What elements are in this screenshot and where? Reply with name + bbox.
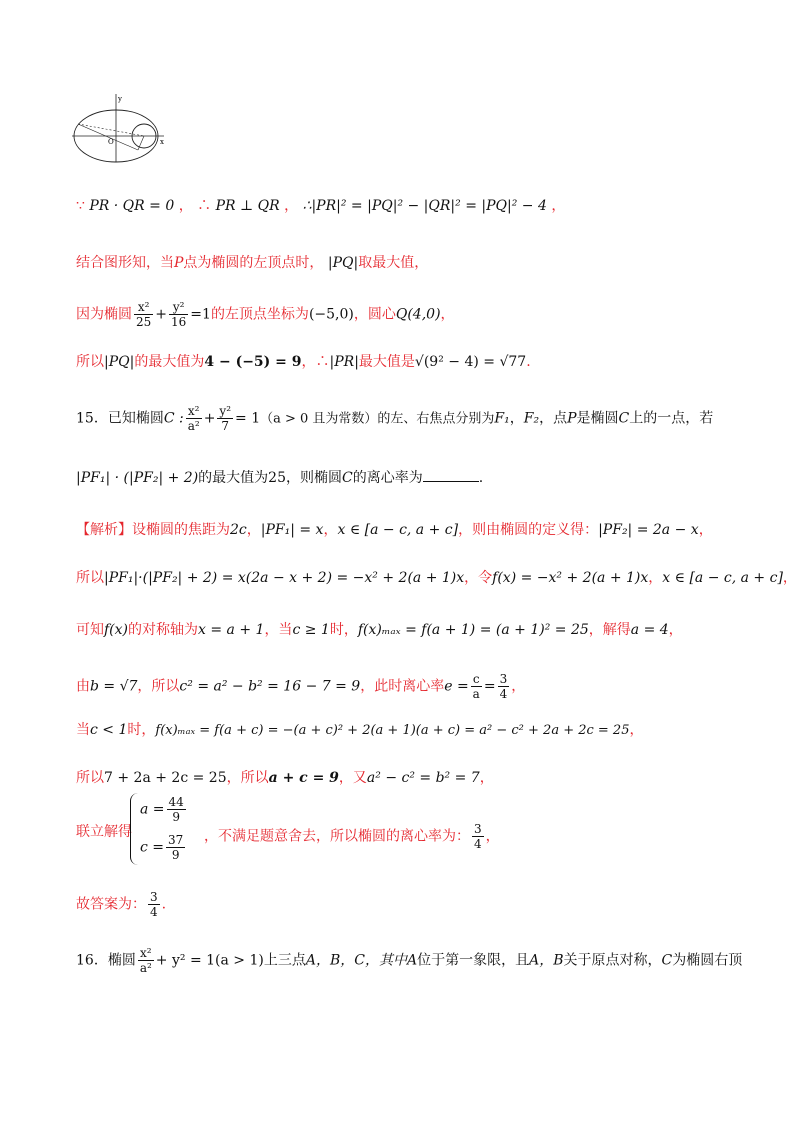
text: 上的一点，若 <box>629 410 714 427</box>
text: 的离心率为 <box>352 470 423 486</box>
text: 为椭圆右顶 <box>672 952 743 969</box>
comma: ， <box>511 678 526 695</box>
ellipse-c: C <box>342 470 353 486</box>
fraction <box>138 946 154 975</box>
product-expression: |PF₁| · (|PF₂| + 2) <box>76 470 199 486</box>
text: 的最大值为25，则椭圆 <box>198 470 342 486</box>
c-cond: c ≥ 1 <box>292 622 330 638</box>
comma: ， <box>648 570 663 586</box>
text: ， <box>440 306 455 323</box>
therefore-symbol: ∴ <box>197 198 212 214</box>
x-label: x <box>160 138 164 146</box>
question-15-line-2 <box>76 468 740 488</box>
a-lhs: a = <box>140 801 165 818</box>
text: 最大值是 <box>358 354 415 370</box>
fraction <box>472 822 484 851</box>
point-c: C <box>661 952 673 969</box>
fraction <box>169 300 188 329</box>
text: 上三点 <box>263 952 306 969</box>
solution-line-1 <box>76 196 740 216</box>
system-eq-a <box>140 795 188 824</box>
text: 关于原点对称， <box>563 952 662 969</box>
text: . <box>526 354 531 370</box>
text: 当 <box>76 722 90 738</box>
comma: ， <box>509 410 524 427</box>
denominator: 4 <box>499 687 508 701</box>
text: ，此时离心率 <box>360 678 445 695</box>
answer-blank <box>423 469 479 482</box>
pf2-eq: |PF₂| = 2a − x <box>598 522 699 538</box>
denominator: 4 <box>150 905 158 919</box>
numerator: 3 <box>474 822 482 836</box>
text: ，则由椭圆的定义得： <box>458 522 599 538</box>
text: . <box>478 470 484 486</box>
numerator: y² <box>219 404 232 418</box>
solution-15-line-1 <box>76 520 740 540</box>
numerator: x² <box>186 404 202 419</box>
solution-line-2 <box>76 253 740 273</box>
focus-f1: F₁ <box>494 410 510 427</box>
origin-label: O <box>108 138 114 146</box>
e-eq: e = <box>444 678 469 695</box>
comma: ， <box>698 522 713 538</box>
text: 的最大值为 <box>134 354 205 370</box>
comma: ， <box>551 198 566 214</box>
solution-15-line-7-rest <box>204 822 740 856</box>
pr-length-eq: ∴|PR|² = |PQ|² − |QR|² = |PQ|² − 4 <box>302 198 547 214</box>
text: ，不满足题意舍去，所以椭圆的离心率为： <box>204 828 470 845</box>
plus: + <box>155 306 168 323</box>
max-expression: 4 − (−5) = 9 <box>204 354 302 370</box>
var-p: P <box>174 255 184 271</box>
text: . <box>161 896 167 913</box>
condition: （a > 0 且为常数）的左、右焦点分别为 <box>260 411 495 427</box>
solution-line-4 <box>76 352 740 372</box>
ellipse-c: C <box>618 410 630 427</box>
y-label: y <box>118 95 122 103</box>
equals: = <box>483 678 496 695</box>
point-a: A <box>406 952 418 969</box>
a-plus-c: a + c = 9 <box>268 770 339 786</box>
text: ，当 <box>264 622 293 638</box>
text: 点为椭圆的左顶点时， <box>183 255 324 271</box>
numerator: x² <box>138 946 154 961</box>
plus: + <box>203 410 216 427</box>
text: 因为椭圆 <box>76 306 132 323</box>
fraction <box>167 795 186 824</box>
fmax-eq: f(x)ₘₐₓ = f(a + 1) = (a + 1)² = 25 <box>357 622 589 638</box>
text: 所以 <box>76 570 104 586</box>
question-16-line-1 <box>76 946 743 980</box>
denominator: 4 <box>474 837 482 851</box>
x-range: x ∈ [a − c, a + c] <box>337 522 459 538</box>
text: 所以 <box>76 354 104 370</box>
points: A，B，C，其中 <box>305 952 407 969</box>
equals-one: =1 <box>190 306 211 323</box>
c-cond: c < 1 <box>90 722 128 738</box>
comma: ， <box>479 770 494 786</box>
numerator: x² <box>134 300 153 315</box>
fraction <box>148 890 160 919</box>
solution-15-line-3 <box>76 620 740 640</box>
perpendicular-eq: PR ⊥ QR <box>215 198 280 214</box>
question-number: 16．椭圆 <box>76 952 136 969</box>
answer-label: 故答案为： <box>76 896 146 913</box>
because-symbol: ∵ <box>76 198 85 214</box>
comma: ， <box>178 198 193 214</box>
text: 的对称轴为 <box>128 622 199 638</box>
text: ，点 <box>539 410 568 427</box>
denominator: a² <box>187 419 200 433</box>
fraction <box>134 300 153 329</box>
point-p: P <box>567 410 577 427</box>
fraction <box>186 404 202 433</box>
focus-f2: F₂ <box>523 410 540 427</box>
solution-15-line-5 <box>76 720 740 741</box>
function-f: f(x) <box>104 622 129 638</box>
expansion: |PF₁|·(|PF₂| + 2) = x(2a − x + 2) = −x² + 2(a + 1)x <box>104 570 465 586</box>
fraction <box>498 672 510 701</box>
text: 时， <box>329 622 358 638</box>
c-squared-eq: c² = a² − b² = 16 − 7 = 9 <box>179 678 361 695</box>
comma: ， <box>284 198 299 214</box>
answer-line <box>76 890 740 924</box>
question-number: 15．已知椭圆 <box>76 410 164 427</box>
focal-distance: 2c <box>230 522 247 538</box>
ellipse-c: C : <box>163 410 184 427</box>
numerator: 37 <box>168 833 184 847</box>
fmax-eq: f(x)ₘₐₓ = f(a + c) = −(a + c)² + 2(a + 1)(a + c) = a² − c² + 2a + 2c = 25 <box>155 723 630 738</box>
solution-15-line-6 <box>76 768 740 788</box>
point-q: Q(4,0) <box>395 306 441 323</box>
sum-eq: 7 + 2a + 2c = 25 <box>104 770 227 786</box>
system-eq-c <box>140 833 187 862</box>
x-range: x ∈ [a − c, a + c] <box>662 570 783 586</box>
a-value: a = 4 <box>630 622 669 638</box>
dot-product-eq: PR · QR = 0 <box>89 198 175 214</box>
comma: ， <box>246 522 261 538</box>
denominator: 7 <box>221 419 230 433</box>
text: ，又 <box>338 770 367 786</box>
denominator: a² <box>139 961 152 975</box>
sqrt-result: √(9² − 4) = √77 <box>414 354 527 370</box>
text: 的左顶点坐标为 <box>210 306 309 323</box>
comma: ， <box>629 722 644 738</box>
denominator: 16 <box>171 315 187 329</box>
comma: ， <box>668 622 683 638</box>
numerator: y² <box>169 300 188 315</box>
fraction <box>471 672 482 701</box>
pr-abs: |PR| <box>329 354 359 370</box>
solution-15-line-2 <box>76 568 797 588</box>
denominator: 9 <box>172 810 180 824</box>
denominator: 25 <box>136 315 152 329</box>
comma: ， <box>485 828 500 845</box>
solution-line-3 <box>76 300 740 334</box>
text: 所以 <box>76 770 104 786</box>
pq-abs: |PQ| <box>104 354 135 370</box>
ellipse-figure <box>68 92 168 164</box>
equals-one: = 1 <box>235 410 261 427</box>
diff-squares-eq: a² − c² = b² = 7 <box>366 770 480 786</box>
text: 可知 <box>76 622 104 638</box>
point-coord: (−5,0) <box>308 306 354 323</box>
pf1-eq: |PF₁| = x <box>260 522 324 538</box>
numerator: 3 <box>499 672 508 686</box>
denominator: 9 <box>171 848 180 862</box>
text: ，∴ <box>301 354 330 370</box>
comma: ， <box>323 522 338 538</box>
denominator: a <box>472 687 480 701</box>
points: A，B <box>529 952 564 969</box>
text: 是椭圆 <box>576 410 619 427</box>
axis-eq: x = a + 1 <box>198 622 265 638</box>
fraction <box>166 833 185 862</box>
text: ，解得 <box>588 622 631 638</box>
b-value: b = √7 <box>90 678 138 695</box>
pq-abs: |PQ| <box>327 255 359 271</box>
numerator: 3 <box>150 890 158 904</box>
text: 位于第一象限，且 <box>417 952 530 969</box>
text: 结合图形知，当 <box>76 255 174 271</box>
text: ，令 <box>464 570 493 586</box>
text: 取最大值， <box>358 255 429 271</box>
text: 联立解得 <box>76 824 132 840</box>
c-lhs: c = <box>140 839 165 856</box>
comma: ， <box>782 570 797 586</box>
fraction <box>217 404 233 433</box>
text: ，圆心 <box>353 306 396 323</box>
text: 时， <box>127 722 156 738</box>
question-15-line-1 <box>76 404 740 438</box>
text: ，所以 <box>226 770 269 786</box>
text: 由 <box>76 678 90 695</box>
function-def: f(x) = −x² + 2(a + 1)x <box>492 570 649 586</box>
segment-pr <box>78 124 138 150</box>
text: ，所以 <box>137 678 180 695</box>
analysis-label: 【解析】设椭圆的焦距为 <box>76 522 230 538</box>
numerator: c <box>471 672 482 687</box>
solution-15-line-4 <box>76 672 740 706</box>
equation-rest: + y² = 1(a > 1) <box>155 952 264 969</box>
numerator: 44 <box>168 795 184 809</box>
